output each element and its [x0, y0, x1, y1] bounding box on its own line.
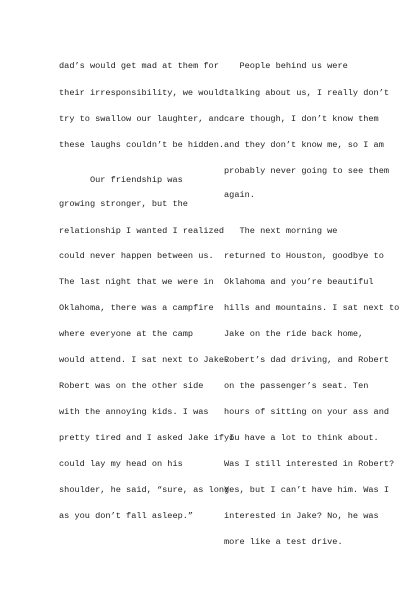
right-line-12: Robert’s dad driving, and Robert: [224, 355, 390, 365]
left-line-12: would attend. I sat next to Jake.: [59, 355, 230, 365]
left-line-13: Robert was on the other side: [59, 381, 204, 391]
right-line-6: again.: [224, 190, 255, 200]
left-line-18: as you don’t fall asleep.”: [59, 511, 194, 521]
right-line-10: hills and mountains. I sat next to: [224, 303, 400, 313]
left-line-11: where everyone at the camp: [59, 329, 194, 339]
left-line-15: pretty tired and I asked Jake if I: [59, 433, 235, 443]
right-line-17: Yes, but I can’t have him. Was I: [224, 485, 390, 495]
right-line-14: hours of sitting on your ass and: [224, 407, 390, 417]
right-line-18: interested in Jake? No, he was: [224, 511, 379, 521]
right-line-16: Was I still interested in Robert?: [224, 459, 395, 469]
right-line-4: and they don’t know me, so I am: [224, 140, 384, 150]
left-line-3: try to swallow our laughter, and: [59, 114, 225, 124]
right-line-1: People behind us were: [224, 61, 348, 71]
left-line-14: with the annoying kids. I was: [59, 407, 209, 417]
right-line-3: care though, I don’t know them: [224, 114, 379, 124]
left-line-1: dad’s would get mad at them for: [59, 61, 219, 71]
left-line-2: their irresponsibility, we would: [59, 88, 225, 98]
left-line-10: Oklahoma, there was a campfire: [59, 303, 214, 313]
left-line-8: could never happen between us.: [59, 251, 214, 261]
right-line-11: Jake on the ride back home,: [224, 329, 364, 339]
right-line-2: talking about us, I really don’t: [224, 88, 390, 98]
left-line-9: The last night that we were in: [59, 277, 214, 287]
right-line-9: Oklahoma and you’re beautiful: [224, 277, 374, 287]
right-line-13: on the passenger’s seat. Ten: [224, 381, 369, 391]
left-line-6: growing stronger, but the: [59, 199, 188, 209]
right-line-5: probably never going to see them: [224, 166, 390, 176]
left-line-7: relationship I wanted I realized: [59, 226, 225, 236]
right-line-15: you have a lot to think about.: [224, 433, 379, 443]
left-line-5: Our friendship was: [59, 175, 183, 185]
left-line-16: could lay my head on his: [59, 459, 183, 469]
left-line-17: shoulder, he said, “sure, as long: [59, 485, 230, 495]
right-line-8: returned to Houston, goodbye to: [224, 251, 384, 261]
right-line-19: more like a test drive.: [224, 537, 343, 547]
right-line-7: The next morning we: [224, 226, 338, 236]
left-line-4: these laughs couldn’t be hidden.: [59, 140, 225, 150]
